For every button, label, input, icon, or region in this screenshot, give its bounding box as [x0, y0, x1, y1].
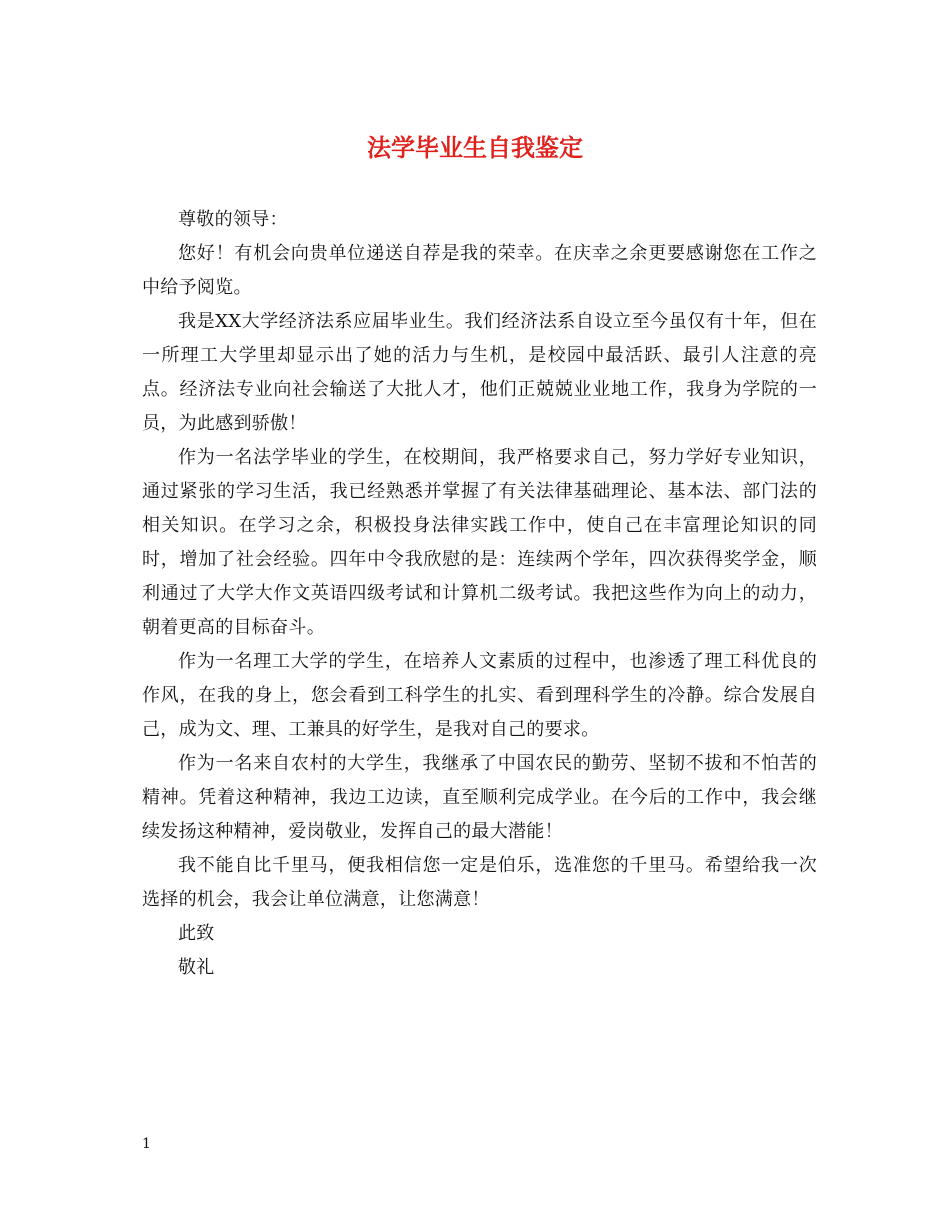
paragraph-1: 您好！有机会向贵单位递送自荐是我的荣幸。在庆幸之余更要感谢您在工作之中给予阅览。	[142, 243, 817, 298]
paragraph-5: 作为一名来自农村的大学生，我继承了中国农民的勤劳、坚韧不拔和不怕苦的精神。凭着这种精神，我边工边读，直至顺利完成学业。在今后的工作中，我会继续发扬这种精神，爱岗敬业，发挥自己的最大潜能！	[142, 753, 817, 842]
document-title: 法学毕业生自我鉴定	[367, 133, 583, 162]
page-number: 1	[142, 1136, 151, 1152]
paragraph-4: 作为一名理工大学的学生，在培养人文素质的过程中，也渗透了理工科优良的作风，在我的身上，您会看到工科学生的扎实、看到理科学生的冷静。综合发展自己，成为文、理、工兼具的好学生，是我对自己的要求。	[142, 651, 817, 740]
paragraph-3: 作为一名法学毕业的学生，在校期间，我严格要求自己，努力学好专业知识，通过紧张的学习生活，我已经熟悉并掌握了有关法律基础理论、基本法、部门法的相关知识。在学习之余，积极投身法律实践工作中，使自己在丰富理论知识的同时，增加了社会经验。四年中令我欣慰的是：连续两个学年，四次获得奖学金，顺利通过了大学大作文英语四级考试和计算机二级考试。我把这些作为向上的动力，朝着更高的目标奋斗。	[142, 447, 817, 638]
closing-cizhi: 此致	[178, 923, 215, 944]
closing-jingli: 敬礼	[178, 957, 215, 978]
letter-body	[142, 203, 817, 985]
paragraph-6: 我不能自比千里马，便我相信您一定是伯乐，选准您的千里马。希望给我一次选择的机会，我会让单位满意，让您满意！	[142, 855, 817, 910]
paragraph-2: 我是XX大学经济法系应届毕业生。我们经济法系自设立至今虽仅有十年，但在一所理工大学里却显示出了她的活力与生机，是校园中最活跃、最引人注意的亮点。经济法专业向社会输送了大批人才，他们正兢兢业业地工作，我身为学院的一员，为此感到骄傲！	[142, 311, 817, 434]
salutation: 尊敬的领导：	[178, 209, 288, 230]
